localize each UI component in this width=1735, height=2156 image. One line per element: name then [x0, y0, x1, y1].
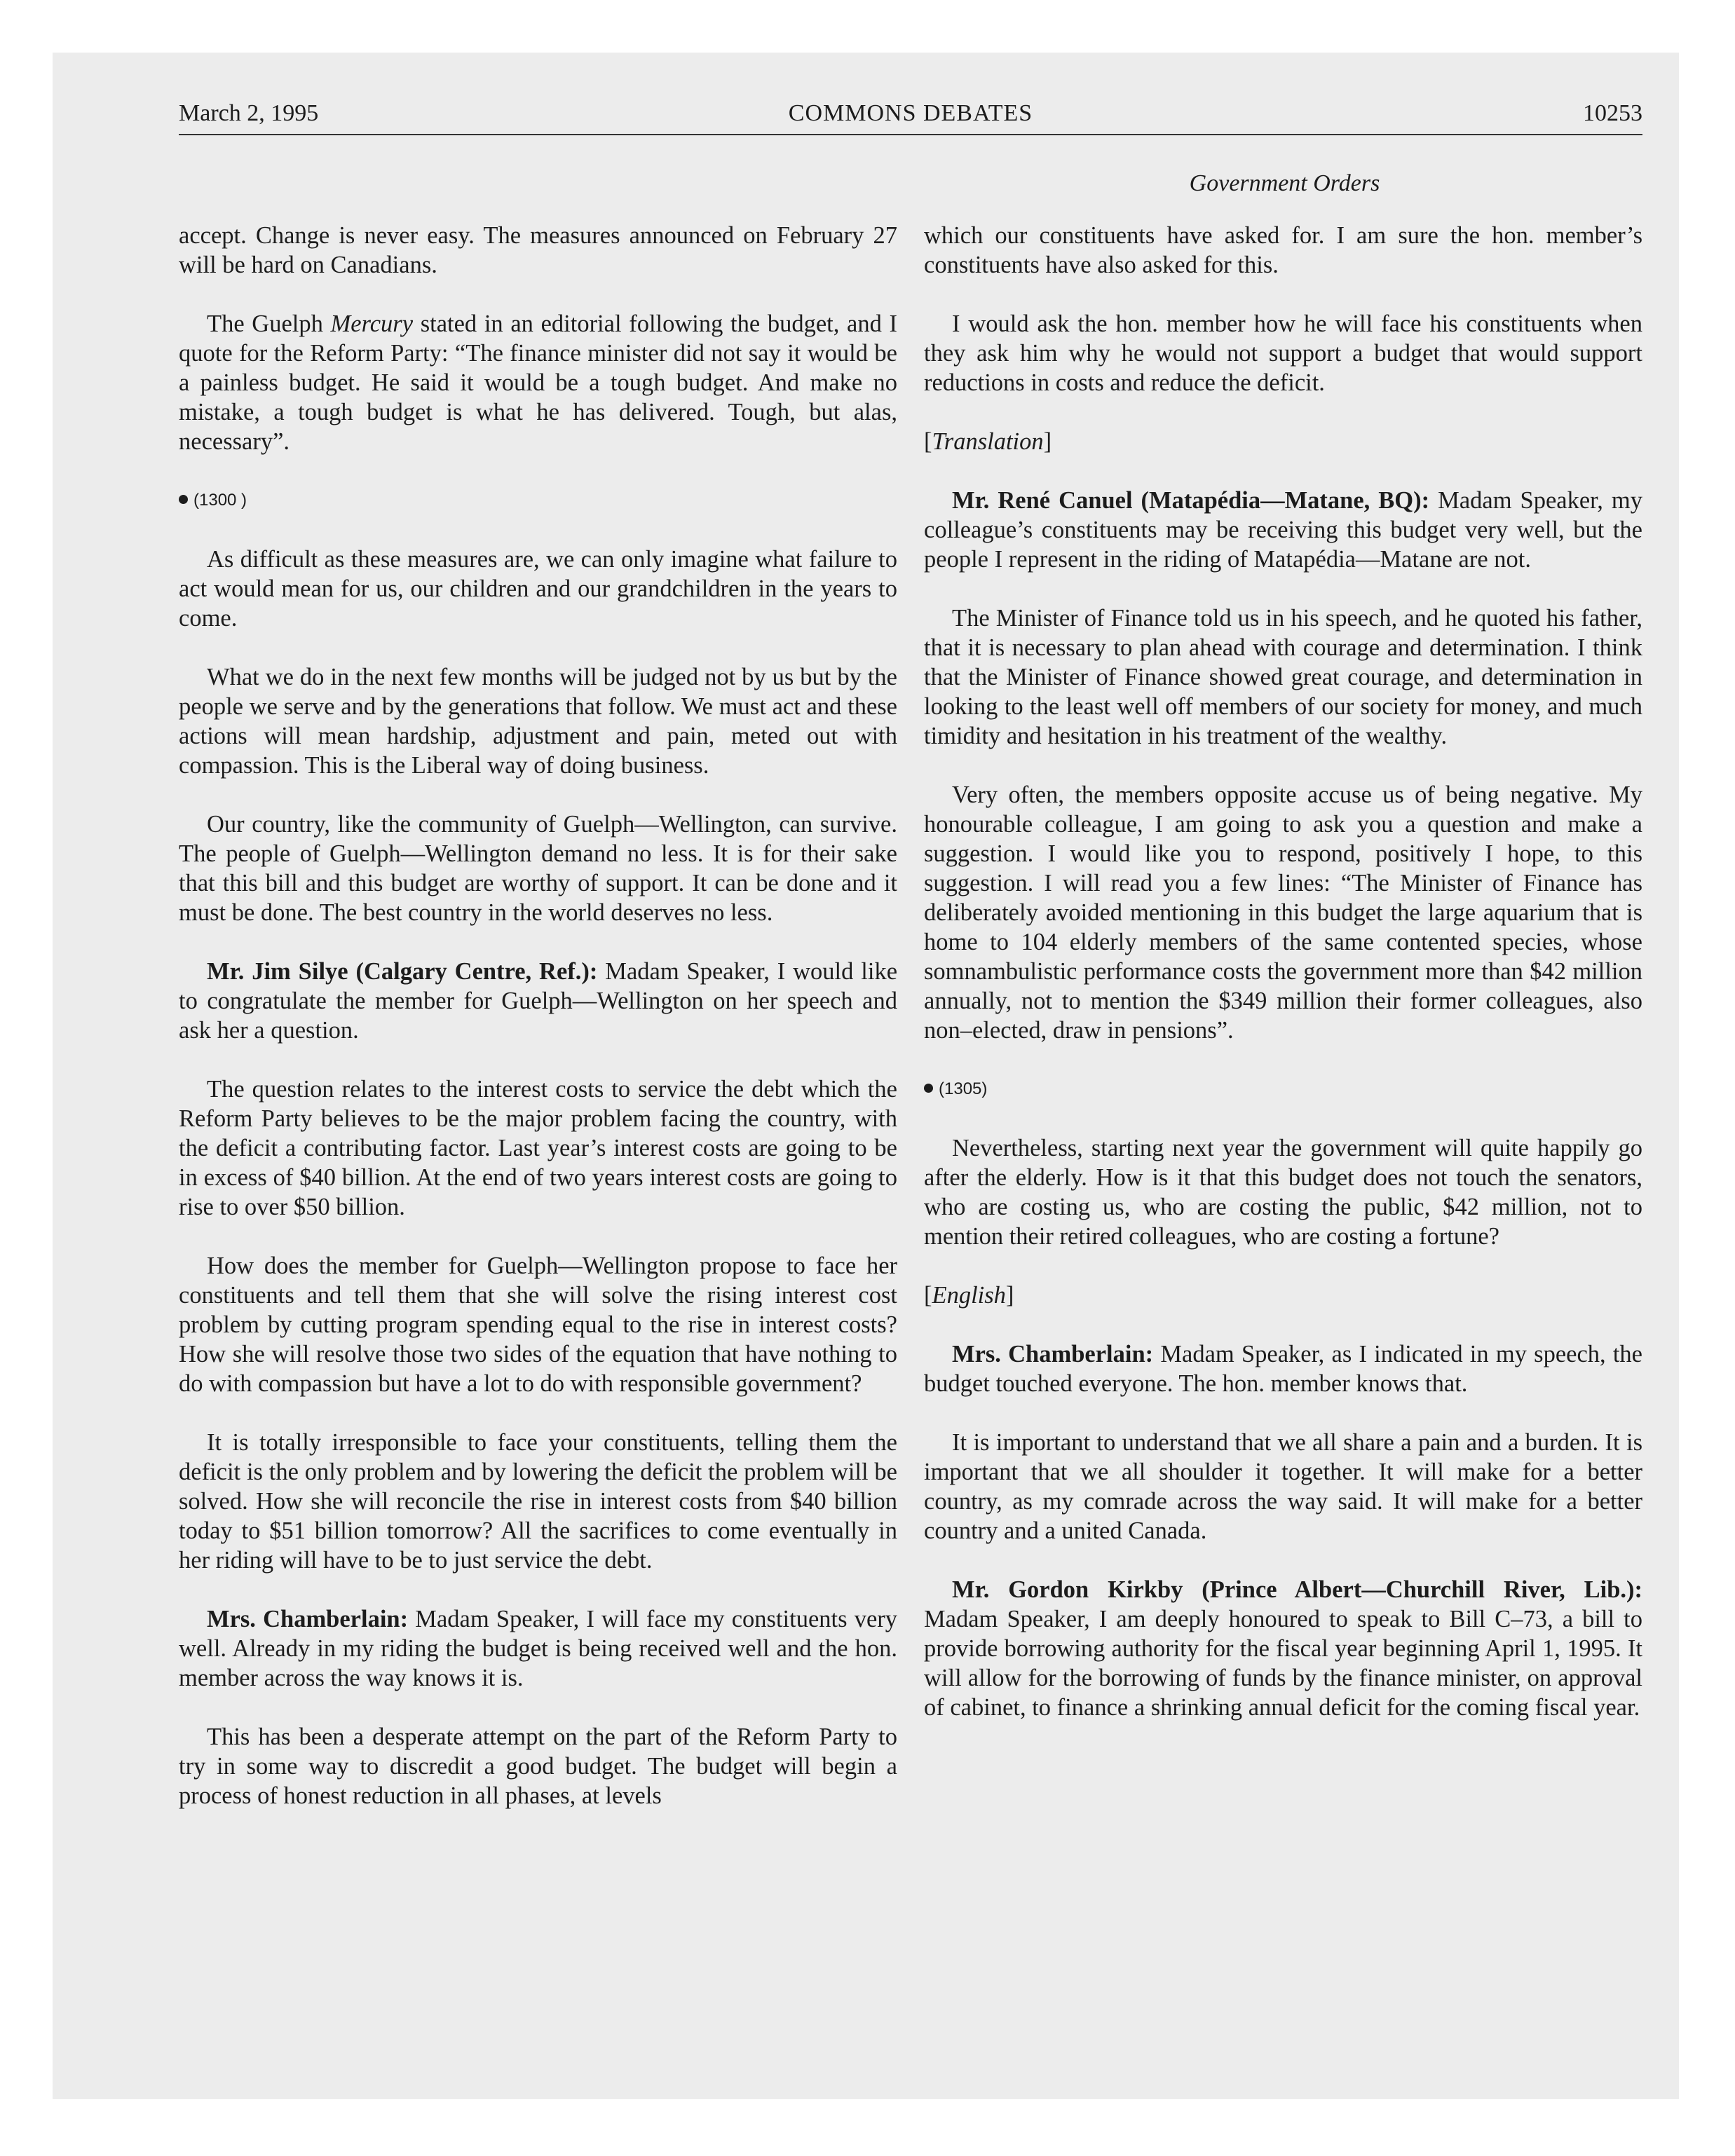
paragraph [924, 1339, 1642, 1398]
header-page-number: 10253 [1583, 100, 1642, 126]
paragraph [179, 1604, 897, 1693]
bullet-icon [924, 1084, 933, 1093]
paragraph [179, 309, 897, 456]
paragraph: accept. Change is never easy. The measures announced on February 27 will be hard on Canadians. [179, 222, 897, 278]
right-column [924, 221, 1642, 1752]
text-run: Madam Speaker, as I indicated in my speech, the budget touched everyone. The hon. member knows that. [924, 1341, 1642, 1397]
paragraph: What we do in the next few months will be judged not by us but by the people we serve and by the generations that follow. We must act and these actions will mean hardship, adjustment and pain, meted out with compassion. This is the Liberal way of doing business. [179, 664, 897, 779]
paragraph: The question relates to the interest costs to service the debt which the Reform Party believes to be the major problem facing the country, with the deficit a contributing factor. Last year’s interest costs are going to be in excess of $40 billion. At the end of two years interest costs are going to rise to over $50 billion. [179, 1076, 897, 1220]
speaker-name: Mr. Gordon Kirkby (Prince Albert—Churchill River, Lib.): [952, 1576, 1642, 1603]
paragraph: Nevertheless, starting next year the government will quite happily go after the elderly. How is it that this budget does not touch the senators, who are costing us, who are costing the public, $42 million, not to mention their retired colleagues, who are costing a fortune? [924, 1135, 1642, 1250]
language-label: Translation [932, 428, 1044, 455]
paragraph: which our constituents have asked for. I am sure the hon. member’s constituents have also asked for this. [924, 222, 1642, 278]
speaker-name: Mr. René Canuel (Matapédia—Matane, BQ): [952, 487, 1430, 514]
paragraph: Very often, the members opposite accuse us of being negative. My honourable colleague, I am going to ask you a question and make a suggestion. I would like you to respond, positively I hope, to this suggestion. I will read you a few lines: “The Minister of Finance has deliberately avoided mentioning in this budget the large aquarium that is home to 104 elderly members of the same contented species, whose somnambulistic performance costs the government more than $42 million annually, not to mention the $349 million their former colleagues, also non–elected, draw in pensions”. [924, 782, 1642, 1044]
newspaper-name: Mercury [330, 311, 414, 337]
time-marker [924, 1074, 1642, 1104]
paragraph: It is important to understand that we all share a pain and a burden. It is important that we all shoulder it together. It will make for a better country, as my comrade across the way said. It will make for a better country and a united Canada. [924, 1429, 1642, 1544]
text-run: Madam Speaker, my colleague’s constituents may be receiving this budget very well, but the people I represent in the riding of Matapédia—Matane are not. [924, 487, 1642, 573]
text-run: stated in an editorial following the budget, and I quote for the Reform Party: “The finance minister did not say it would be a painless budget. He said it would be a tough budget. And make no mistake, a tough budget is what he has delivered. Tough, but alas, necessary”. [179, 311, 897, 455]
section-title: Government Orders [1189, 170, 1380, 196]
speaker-name: Mr. Jim Silye (Calgary Centre, Ref.): [207, 958, 598, 985]
speaker-name: Mrs. Chamberlain: [952, 1341, 1154, 1367]
language-marker: [Translation] [924, 428, 1052, 455]
paragraph: Our country, like the community of Guelph—Wellington, can survive. The people of Guelph—Wellington demand no less. It is for their sake that this bill and this budget are worthy of support. It can be done and it must be done. The best country in the world deserves no less. [179, 811, 897, 926]
header-publication: COMMONS DEBATES [788, 100, 1033, 126]
bullet-icon [179, 495, 188, 504]
time-marker-label: (1305) [939, 1079, 988, 1098]
time-marker [179, 486, 897, 515]
header-date: March 2, 1995 [179, 100, 319, 126]
paragraph: This has been a desperate attempt on the part of the Reform Party to try in some way to discredit a good budget. The budget will begin a process of honest reduction in all phases, at levels [179, 1724, 897, 1809]
paragraph: The Minister of Finance told us in his speech, and he quoted his father, that it is necessary to plan ahead with courage and determination. I think that the Minister of Finance showed great courage, and determination in looking to the least well off members of our society for money, and much timidity and hesitation in his treatment of the wealthy. [924, 605, 1642, 749]
paragraph: As difficult as these measures are, we can only imagine what failure to act would mean for us, our children and our grandchildren in the years to come. [179, 546, 897, 632]
paragraph [179, 957, 897, 1045]
text-run: The Guelph [207, 311, 331, 337]
paragraph: How does the member for Guelph—Wellington propose to face her constituents and tell them that she will solve the rising interest cost problem by cutting program spending equal to the rise in interest costs? How she will resolve those two sides of the equation that have nothing to do with compassion but have a lot to do with responsible government? [179, 1253, 897, 1397]
paragraph: I would ask the hon. member how he will face his constituents when they ask him why he would not support a budget that would support reductions in costs and reduce the deficit. [924, 311, 1642, 396]
language-label: English [932, 1282, 1006, 1309]
text-run: Madam Speaker, I am deeply honoured to speak to Bill C–73, a bill to provide borrowing authority for the fiscal year beginning April 1, 1995. It will allow for the borrowing of funds by the finance minister, on approval of cabinet, to finance a shrinking annual deficit for the coming fiscal year. [924, 1606, 1642, 1721]
time-marker-label: (1300 ) [193, 491, 247, 510]
left-column [179, 221, 897, 1840]
paragraph: It is totally irresponsible to face your constituents, telling them the deficit is the only problem and by lowering the deficit the problem will be solved. How she will reconcile the rise in interest costs from $40 billion today to $51 billion tomorrow? All the sacrifices to come eventually in her riding will have to be to just service the debt. [179, 1429, 897, 1574]
page-header [179, 95, 1642, 135]
text-run: Madam Speaker, I would like to congratulate the member for Guelph—Wellington on her speech and ask her a question. [179, 958, 898, 1044]
paragraph [924, 1575, 1642, 1722]
speaker-name: Mrs. Chamberlain: [207, 1606, 409, 1632]
document-page [53, 53, 1679, 2099]
paragraph [924, 486, 1642, 574]
language-marker: [English] [924, 1282, 1014, 1309]
text-run: Madam Speaker, I will face my constituents very well. Already in my riding the budget is being received well and the hon. member across the way knows it is. [179, 1606, 897, 1691]
